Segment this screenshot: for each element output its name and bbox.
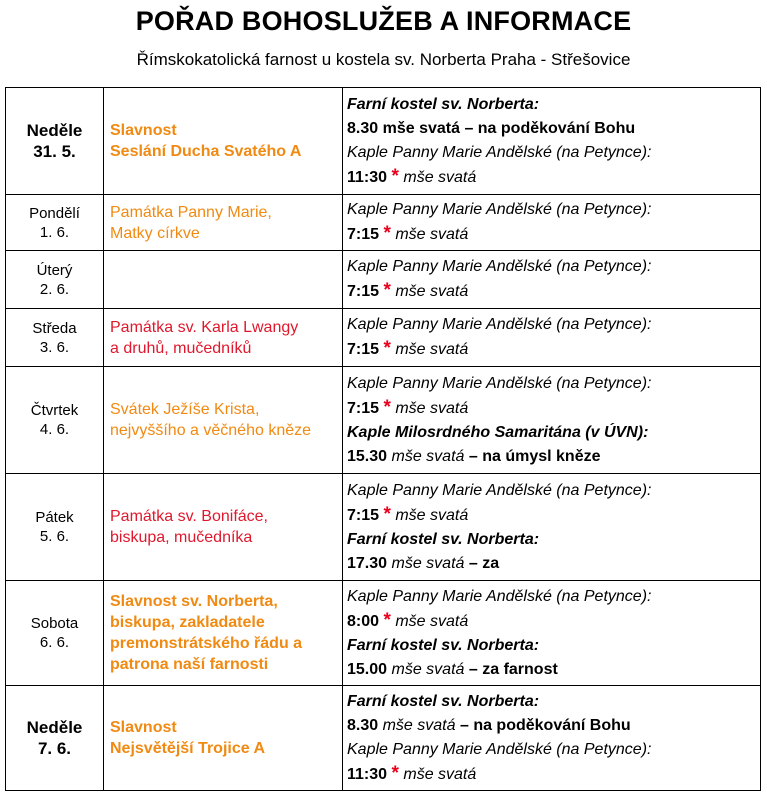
day-date: 2. 6. — [39, 280, 70, 298]
feast-line: Památka Panny Marie, — [110, 203, 272, 221]
day-cell — [6, 251, 104, 309]
page-subtitle: Římskokatolická farnost u kostela sv. Norberta Praha - Střešovice — [136, 50, 631, 69]
service-line — [347, 117, 760, 141]
service-time: 8.30 — [347, 716, 379, 734]
service-line — [347, 396, 760, 421]
table-row — [6, 195, 761, 251]
mass-label: mše svatá — [395, 283, 469, 300]
location-label: Kaple Milosrdného Samaritána (v ÚVN): — [347, 423, 649, 441]
location-label: Kaple Panny Marie Andělské (na Petynce): — [347, 143, 652, 161]
feast-line: patrona naší farnosti — [110, 656, 269, 673]
day-date: 1. 6. — [39, 223, 70, 241]
feast-cell — [104, 88, 343, 195]
feast-line: nejvyššího a věčného kněze — [110, 422, 312, 439]
services-cell — [343, 195, 761, 251]
feast-line: premonstrátského řádu a — [110, 635, 303, 652]
location-label: Farní kostel sv. Norberta: — [347, 636, 540, 654]
location-label: Kaple Panny Marie Andělské (na Petynce): — [347, 481, 652, 499]
service-location — [347, 421, 760, 445]
day-cell — [6, 581, 104, 686]
service-time: 7:15 — [347, 283, 380, 300]
day-name: Čtvrtek — [30, 402, 79, 419]
mass-label: mše svatá — [395, 612, 469, 630]
service-location — [347, 372, 760, 396]
service-location — [347, 585, 760, 609]
service-time: 17.30 — [347, 554, 388, 572]
mass-label: mše svatá — [395, 226, 469, 243]
services-cell — [343, 474, 761, 581]
feast-line: Slavnost — [110, 122, 177, 139]
day-date: 3. 6. — [39, 338, 70, 356]
service-time: 8.30 — [347, 119, 379, 137]
location-label: Kaple Panny Marie Andělské (na Petynce): — [347, 258, 652, 275]
star-mark: * — [383, 223, 391, 244]
service-location — [347, 634, 760, 658]
feast-cell — [104, 367, 343, 474]
feast-line: Matky církve — [110, 224, 200, 242]
star-mark: * — [383, 503, 391, 525]
service-time: 7:15 — [347, 226, 380, 243]
service-time: 15.00 — [347, 660, 388, 678]
day-date: 7. 6. — [37, 739, 72, 758]
table-row — [6, 581, 761, 686]
location-label: Kaple Panny Marie Andělské (na Petynce): — [347, 740, 652, 758]
service-line — [347, 714, 760, 738]
day-name: Středa — [32, 319, 77, 337]
day-date: 5. 6. — [39, 528, 70, 545]
star-mark: * — [383, 338, 391, 359]
mass-label: mše svatá — [382, 716, 456, 734]
day-cell — [6, 195, 104, 251]
day-date: 6. 6. — [39, 634, 70, 651]
mass-label: mše svatá — [391, 554, 465, 572]
feast-cell — [104, 474, 343, 581]
feast-line: a druhů, mučedníků — [110, 339, 252, 357]
service-intention: – za farnost — [468, 660, 558, 678]
star-mark: * — [391, 762, 399, 784]
day-name: Neděle — [26, 718, 83, 737]
feast-line: biskupa, zakladatele — [110, 614, 265, 631]
service-time: 11:30 — [347, 765, 388, 783]
day-name: Úterý — [36, 261, 73, 279]
day-date: 4. 6. — [39, 421, 70, 438]
services-cell — [343, 309, 761, 367]
mass-label: mše svatá — [395, 399, 469, 417]
feast-cell — [104, 251, 343, 309]
day-date: 31. 5. — [33, 142, 76, 161]
service-line — [347, 165, 760, 190]
service-time: 15.30 — [347, 447, 388, 465]
services-cell — [343, 88, 761, 195]
service-location — [347, 198, 760, 222]
mass-label: mše svatá — [391, 447, 465, 465]
service-line — [347, 279, 760, 304]
location-label: Farní kostel sv. Norberta: — [347, 530, 540, 548]
feast-line: Seslání Ducha Svatého A — [110, 143, 302, 160]
star-mark: * — [391, 165, 399, 187]
schedule-table — [5, 87, 761, 791]
feast-line: Slavnost — [110, 719, 177, 736]
service-intention: – za — [468, 554, 500, 572]
services-cell — [343, 686, 761, 791]
day-name: Neděle — [26, 121, 83, 140]
feast-line: Nejsvětější Trojice A — [110, 740, 266, 757]
feast-cell — [104, 686, 343, 791]
services-cell — [343, 251, 761, 309]
day-name: Pátek — [35, 509, 74, 526]
services-cell — [343, 367, 761, 474]
day-cell — [6, 309, 104, 367]
service-location — [347, 738, 760, 762]
feast-cell — [104, 309, 343, 367]
location-label: Kaple Panny Marie Andělské (na Petynce): — [347, 374, 652, 392]
day-cell — [6, 367, 104, 474]
service-intention: – na poděkování Bohu — [464, 119, 636, 137]
service-line — [347, 503, 760, 528]
star-mark: * — [383, 396, 391, 418]
service-location — [347, 313, 760, 337]
service-time: 7:15 — [347, 341, 380, 358]
service-line — [347, 658, 760, 682]
feast-line: Památka sv. Karla Lwangy — [110, 318, 299, 336]
service-line — [347, 609, 760, 634]
feast-line: Svátek Ježíše Krista, — [110, 401, 260, 418]
location-label: Farní kostel sv. Norberta: — [347, 95, 540, 113]
service-time: 8:00 — [347, 612, 380, 630]
mass-label: mše svatá — [403, 765, 477, 783]
service-line — [347, 552, 760, 576]
feast-line: Slavnost sv. Norberta, — [110, 593, 278, 610]
service-location — [347, 141, 760, 165]
day-cell — [6, 686, 104, 791]
page-title: POŘAD BOHOSLUŽEB A INFORMACE — [135, 6, 632, 36]
mass-label: mše svatá — [382, 119, 460, 137]
table-row — [6, 474, 761, 581]
table-row — [6, 686, 761, 791]
location-label: Kaple Panny Marie Andělské (na Petynce): — [347, 587, 652, 605]
service-time: 11:30 — [347, 168, 388, 186]
service-time: 7:15 — [347, 399, 380, 417]
service-line — [347, 337, 760, 362]
service-location — [347, 479, 760, 503]
services-cell — [343, 581, 761, 686]
mass-label: mše svatá — [395, 341, 469, 358]
service-intention: – na úmysl kněze — [468, 447, 601, 465]
feast-line: biskupa, mučedníka — [110, 529, 253, 546]
table-row — [6, 88, 761, 195]
service-location — [347, 255, 760, 279]
star-mark: * — [383, 609, 391, 631]
service-line — [347, 445, 760, 469]
star-mark: * — [383, 280, 391, 301]
mass-label: mše svatá — [403, 168, 477, 186]
mass-label: mše svatá — [395, 506, 469, 524]
day-cell — [6, 88, 104, 195]
feast-cell — [104, 195, 343, 251]
service-location — [347, 528, 760, 552]
table-row — [6, 251, 761, 309]
table-row — [6, 367, 761, 474]
service-time: 7:15 — [347, 506, 380, 524]
location-label: Kaple Panny Marie Andělské (na Petynce): — [347, 201, 652, 218]
feast-cell — [104, 581, 343, 686]
service-location — [347, 690, 760, 714]
service-intention: – na poděkování Bohu — [459, 716, 631, 734]
table-row — [6, 309, 761, 367]
service-line — [347, 762, 760, 787]
service-location — [347, 93, 760, 117]
day-name: Sobota — [30, 615, 79, 632]
feast-line: Památka sv. Bonifáce, — [110, 508, 268, 525]
day-cell — [6, 474, 104, 581]
location-label: Kaple Panny Marie Andělské (na Petynce): — [347, 316, 652, 333]
service-line — [347, 222, 760, 247]
location-label: Farní kostel sv. Norberta: — [347, 692, 540, 710]
mass-label: mše svatá — [391, 660, 465, 678]
day-name: Pondělí — [29, 204, 80, 222]
